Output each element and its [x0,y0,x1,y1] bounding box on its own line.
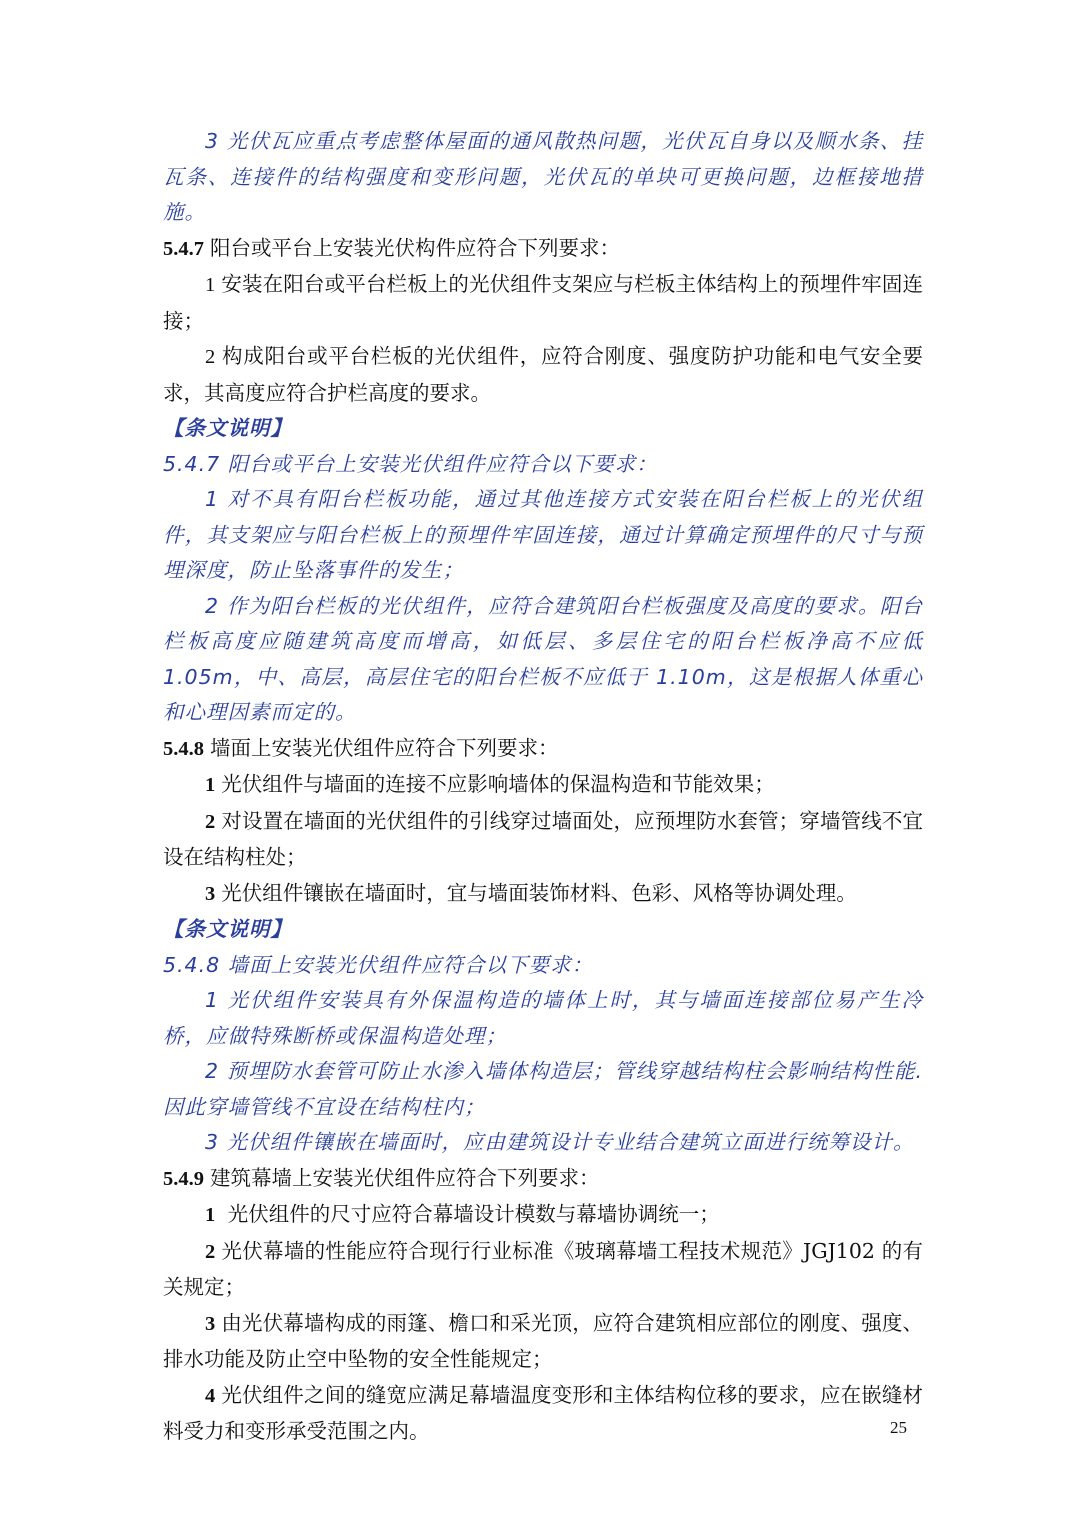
item-number: 4 [205,1384,216,1407]
item-text: 光伏幕墙的性能应符合现行行业标准《玻璃幕墙工程技术规范》JGJ102 的有关规定； [163,1238,923,1299]
clause-number: 5.4.9 [163,1167,204,1190]
clause-5-4-7-item-2 [163,339,923,411]
clause-5-4-9-heading [163,1161,923,1198]
page-content [163,124,923,1450]
clause-number: 5.4.8 [163,737,204,760]
item-number: 1 [205,274,216,296]
clause-5-4-9-item-3 [163,1306,923,1378]
clause-5-4-8-item-3 [163,876,923,913]
item-number: 2 [205,1240,216,1263]
note-title-5-4-7: 5.4.7 阳台或平台上安装光伏组件应符合以下要求： [163,451,658,476]
item-text: 光伏组件镶嵌在墙面时，宜与墙面装饰材料、色彩、风格等协调处理。 [221,880,857,905]
clause-5-4-9-item-4 [163,1378,923,1450]
item-text: 构成阳台或平台栏板的光伏组件，应符合刚度、强度防护功能和电气安全要求，其高度应符合护栏高度的要求。 [163,344,923,405]
item-text: 光伏组件之间的缝宽应满足幕墙温度变形和主体结构位移的要求，应在嵌缝材料受力和变形承受范围之内。 [163,1382,923,1443]
note-title-5-4-8: 5.4.8 墙面上安装光伏组件应符合以下要求： [163,952,594,977]
note-heading-5-4-7: 【条文说明】 [163,416,292,440]
item-text: 对设置在墙面的光伏组件的引线穿过墙面处，应预埋防水套管；穿墙管线不宜设在结构柱处； [163,808,923,869]
note-item-roof-tile: 3 光伏瓦应重点考虑整体屋面的通风散热问题，光伏瓦自身以及顺水条、挂瓦条、连接件的结构强度和变形问题，光伏瓦的单块可更换问题，边框接地措施。 [163,129,923,224]
clause-5-4-8-heading [163,731,923,768]
clause-5-4-9-item-2 [163,1234,923,1306]
note-5-4-7-item-1: 1 对不具有阳台栏板功能，通过其他连接方式安装在阳台栏板上的光伏组件，其支架应与阳台栏板上的预埋件牢固连接，通过计算确定预埋件的尺寸与预埋深度，防止坠落事件的发生； [163,487,923,582]
clause-5-4-8-item-2 [163,804,923,876]
note-5-4-8-item-2: 2 预埋防水套管可防止水渗入墙体构造层；管线穿越结构柱会影响结构性能.因此穿墙管线不宜设在结构柱内； [163,1059,923,1119]
item-number: 1 [205,774,216,796]
clause-5-4-8-item-1 [163,767,923,804]
item-text: 光伏组件与墙面的连接不应影响墙体的保温构造和节能效果； [221,772,775,796]
note-heading-5-4-8: 【条文说明】 [163,917,292,941]
clause-5-4-7-item-1 [163,267,923,339]
note-5-4-7-item-2: 2 作为阳台栏板的光伏组件，应符合建筑阳台栏板强度及高度的要求。阳台栏板高度应随建筑高度而增高，如低层、多层住宅的阳台栏板净高不应低 1.05m，中、高层，高层住宅的阳台栏板不应低于 1.10m，这是根据人体重心和心理因素而定的。 [163,593,923,724]
item-number: 1 [205,1204,216,1226]
clause-title: 阳台或平台上安装光伏构件应符合下列要求： [210,235,620,260]
note-5-4-8-item-3: 3 光伏组件镶嵌在墙面时，应由建筑设计专业结合建筑立面进行统筹设计。 [205,1130,915,1154]
item-text: 由光伏幕墙构成的雨篷、檐口和采光顶，应符合建筑相应部位的刚度、强度、排水功能及防止空中坠物的安全性能规定； [163,1310,923,1371]
note-5-4-8-item-1: 1 光伏组件安装具有外保温构造的墙体上时，其与墙面连接部位易产生冷桥，应做特殊断桥或保温构造处理； [163,988,923,1048]
item-number: 3 [205,1312,216,1335]
item-number: 3 [205,882,216,905]
clause-5-4-7-heading [163,231,923,268]
clause-title: 建筑幕墙上安装光伏组件应符合下列要求： [210,1165,600,1190]
clause-5-4-9-item-1 [163,1197,923,1234]
item-number: 2 [205,346,216,368]
item-number: 2 [205,810,216,833]
page-number: 25 [890,1418,907,1437]
item-text: 光伏组件的尺寸应符合幕墙设计模数与幕墙协调统一； [221,1202,720,1226]
clause-title: 墙面上安装光伏组件应符合下列要求： [210,735,559,760]
item-text: 安装在阳台或平台栏板上的光伏组件支架应与栏板主体结构上的预埋件牢固连接； [163,272,923,333]
clause-number: 5.4.7 [163,237,204,260]
